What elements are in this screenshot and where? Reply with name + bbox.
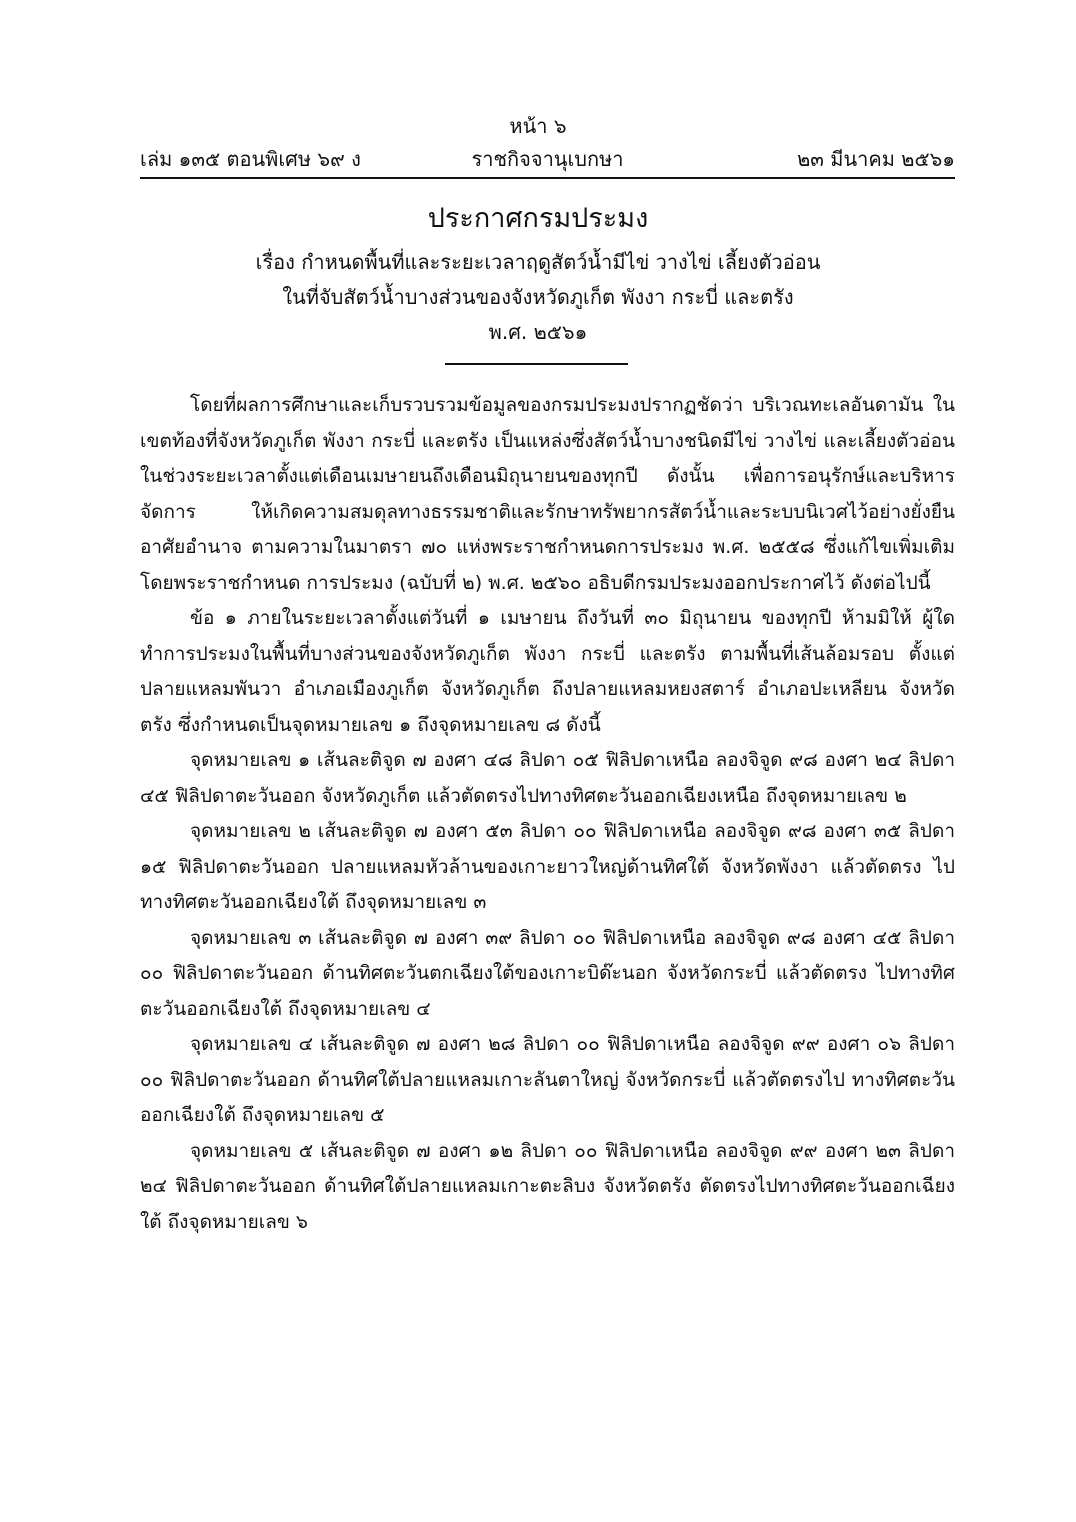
- document-year: พ.ศ. ๒๕๖๑: [488, 320, 588, 344]
- document-body: [140, 388, 955, 1240]
- page-number: หน้า ๖: [509, 114, 567, 138]
- document-subject-line-2: ในที่จับสัตว์น้ำบางส่วนของจังหวัดภูเก็ต พังงา กระบี่ และตรัง: [282, 285, 794, 309]
- paragraph-point-3: จุดหมายเลข ๓ เส้นละติจูด ๗ องศา ๓๙ ลิปดา ๐๐ ฟิลิปดาเหนือ ลองจิจูด ๙๘ องศา ๔๕ ลิปดา ๐๐ ฟิลิปดาตะวันออก ด้านทิศตะวันตกเฉียงใต้ของเกาะบิด๊ะนอก จังหวัดกระบี่ แล้วตัดตรง ไปทางทิศตะวันออกเฉียงใต้ ถึงจุดหมายเลข ๔: [140, 926, 955, 1020]
- paragraph-point-1: จุดหมายเลข ๑ เส้นละติจูด ๗ องศา ๔๘ ลิปดา ๐๕ ฟิลิปดาเหนือ ลองจิจูด ๙๘ องศา ๒๔ ลิปดา ๔๕ ฟิลิปดาตะวันออก จังหวัดภูเก็ต แล้วตัดตรงไปทางทิศตะวันออกเฉียงเหนือ ถึงจุดหมายเลข ๒: [140, 749, 955, 807]
- paragraph-preamble: โดยที่ผลการศึกษาและเก็บรวบรวมข้อมูลของกรมประมงปรากฏชัดว่า บริเวณทะเลอันดามัน ในเขตท้องที่จังหวัดภูเก็ต พังงา กระบี่ และตรัง เป็นแหล่งซึ่งสัตว์น้ำบางชนิดมีไข่ วางไข่ และเลี้ยงตัวอ่อน ในช่วงระยะเวลาตั้งแต่เดือนเมษายนถึงเดือนมิถุนายนของทุกปี ดังนั้น เพื่อการอนุรักษ์และบริหารจัดการ ให้เกิดความสมดุลทางธรรมชาติและรักษาทรัพยากรสัตว์น้ำและระบบนิเวศไว้อย่างยั่งยืน อาศัยอำนาจ ตามความในมาตรา ๗๐ แห่งพระราชกำหนดการประมง พ.ศ. ๒๕๕๘ ซึ่งแก้ไขเพิ่มเติมโดยพระราชกำหนด การประมง (ฉบับที่ ๒) พ.ศ. ๒๕๖๐ อธิบดีกรมประมงออกประกาศไว้ ดังต่อไปนี้: [140, 394, 955, 594]
- gazette-header: [140, 145, 955, 173]
- document-subject-line-1: เรื่อง กำหนดพื้นที่และระยะเวลาฤดูสัตว์น้ำมีไข่ วางไข่ เลี้ยงตัวอ่อน: [255, 250, 821, 274]
- paragraph-clause-1: ข้อ ๑ ภายในระยะเวลาตั้งแต่วันที่ ๑ เมษายน ถึงวันที่ ๓๐ มิถุนายน ของทุกปี ห้ามมิให้ ผู้ใดทำการประมงในพื้นที่บางส่วนของจังหวัดภูเก็ต พังงา กระบี่ และตรัง ตามพื้นที่เส้นล้อมรอบ ตั้งแต่ปลายแหลมพันวา อำเภอเมืองภูเก็ต จังหวัดภูเก็ต ถึงปลายแหลมหยงสตาร์ อำเภอปะเหลียน จังหวัดตรัง ซึ่งกำหนดเป็นจุดหมายเลข ๑ ถึงจุดหมายเลข ๘ ดังนี้: [140, 607, 955, 736]
- paragraph-point-5: จุดหมายเลข ๕ เส้นละติจูด ๗ องศา ๑๒ ลิปดา ๐๐ ฟิลิปดาเหนือ ลองจิจูด ๙๙ องศา ๒๓ ลิปดา ๒๔ ฟิลิปดาตะวันออก ด้านทิศใต้ปลายแหลมเกาะตะลิบง จังหวัดตรัง ตัดตรงไปทางทิศตะวันออกเฉียงใต้ ถึงจุดหมายเลข ๖: [140, 1139, 955, 1233]
- volume-issue: เล่ม ๑๓๕ ตอนพิเศษ ๖๙ ง: [140, 147, 361, 171]
- header-divider: [140, 177, 955, 179]
- publication-date: ๒๓ มีนาคม ๒๕๖๑: [797, 147, 955, 171]
- paragraph-point-2: จุดหมายเลข ๒ เส้นละติจูด ๗ องศา ๕๓ ลิปดา ๐๐ ฟิลิปดาเหนือ ลองจิจูด ๙๘ องศา ๓๕ ลิปดา ๑๕ ฟิลิปดาตะวันออก ปลายแหลมหัวล้านของเกาะยาวใหญ่ด้านทิศใต้ จังหวัดพังงา แล้วตัดตรง ไปทางทิศตะวันออกเฉียงใต้ ถึงจุดหมายเลข ๓: [140, 820, 955, 913]
- title-divider: [445, 363, 628, 365]
- document-title: ประกาศกรมประมง: [427, 203, 649, 234]
- publication-name: ราชกิจจานุเบกษา: [471, 147, 624, 171]
- paragraph-point-4: จุดหมายเลข ๔ เส้นละติจูด ๗ องศา ๒๘ ลิปดา ๐๐ ฟิลิปดาเหนือ ลองจิจูด ๙๙ องศา ๐๖ ลิปดา ๐๐ ฟิลิปดาตะวันออก ด้านทิศใต้ปลายแหลมเกาะลันตาใหญ่ จังหวัดกระบี่ แล้วตัดตรงไป ทางทิศตะวันออกเฉียงใต้ ถึงจุดหมายเลข ๕: [140, 1033, 955, 1126]
